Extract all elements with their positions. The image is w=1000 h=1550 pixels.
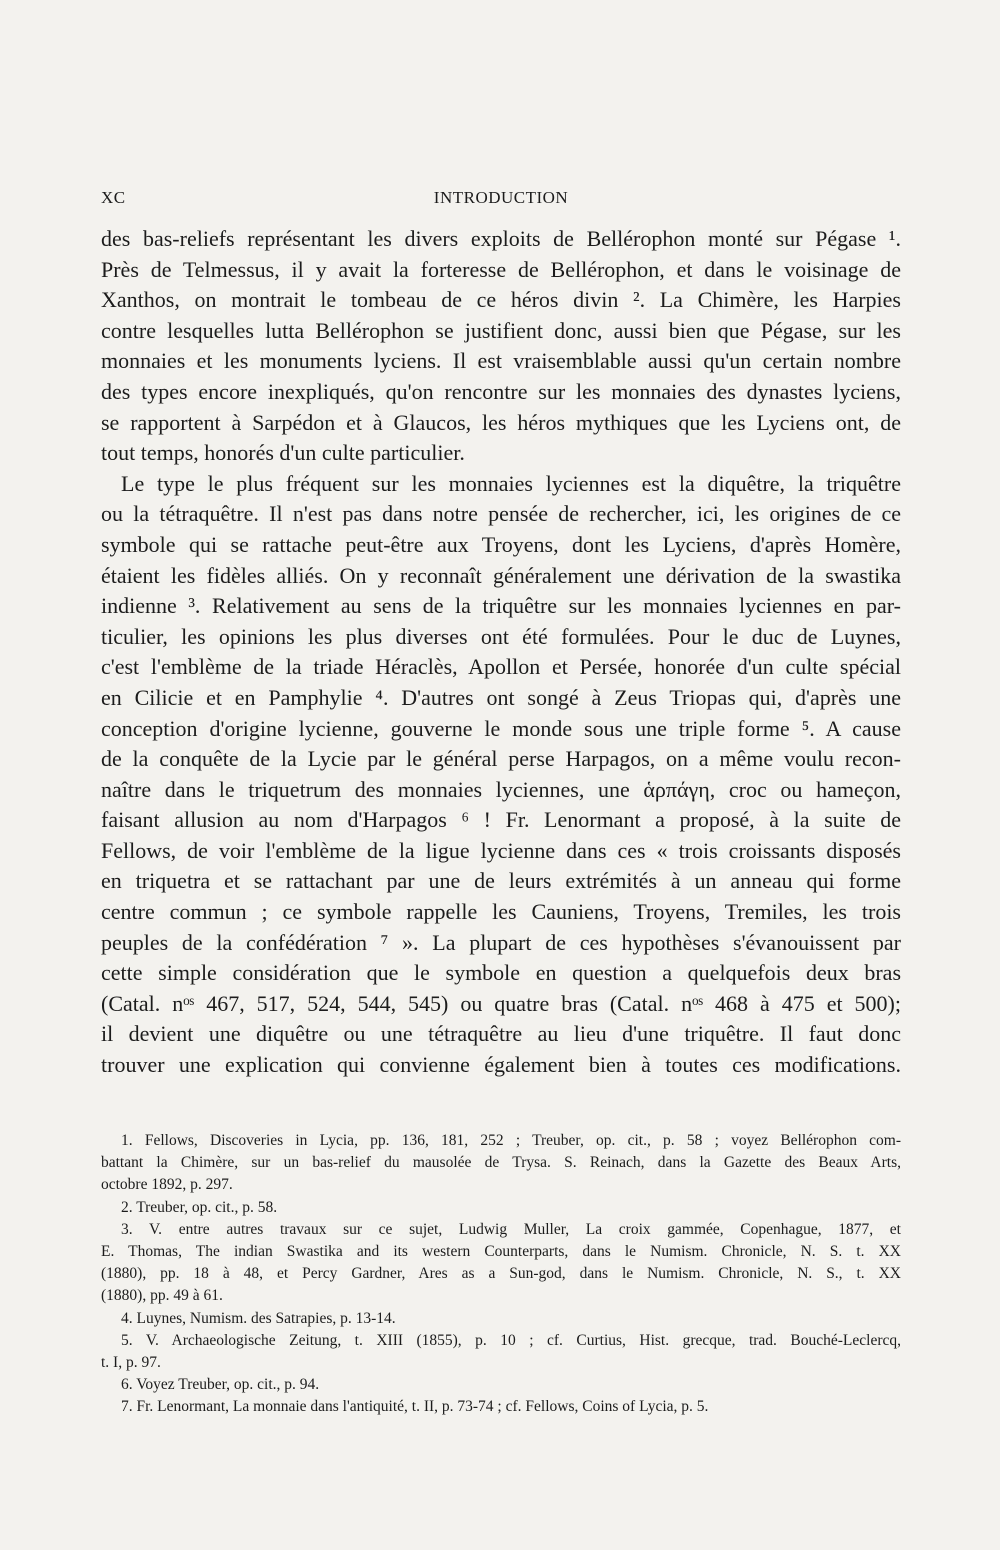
main-text	[101, 224, 901, 1081]
text-line: contre lesquelles lutta Bellérophon se justifient donc, aussi bien que Pégase, sur les	[101, 317, 901, 343]
footnote-line: 5. V. Archaeologische Zeitung, t. XIII (1855), p. 10 ; cf. Curtius, Hist. grecque, trad. Bouché-Leclercq,	[121, 1331, 901, 1349]
footnote-line: 3. V. entre autres travaux sur ce sujet, Ludwig Muller, La croix gammée, Copenhague, 1877, et	[121, 1220, 901, 1238]
footnote-line: t. I, p. 97.	[101, 1353, 161, 1371]
text-line: (Catal. nᵒˢ 467, 517, 524, 544, 545) ou quatre bras (Catal. nᵒˢ 468 à 475 et 500);	[101, 990, 901, 1016]
text-line: des types encore inexpliqués, qu'on rencontre sur les monnaies des dynastes lyciens,	[101, 378, 901, 404]
footnote-line: E. Thomas, The indian Swastika and its western Counterparts, dans le Numism. Chronicle, N. S. t. XX	[101, 1242, 901, 1260]
text-line: monnaies et les monuments lyciens. Il est vraisemblable aussi qu'un certain nombre	[101, 348, 901, 374]
text-line: tout temps, honorés d'un culte particulier.	[101, 440, 465, 466]
footnote-line: 7. Fr. Lenormant, La monnaie dans l'antiquité, t. II, p. 73-74 ; cf. Fellows, Coins of Lycia, p. 5.	[121, 1398, 709, 1416]
text-line: faisant allusion au nom d'Harpagos ⁶ ! Fr. Lenormant a proposé, à la suite de	[101, 807, 901, 833]
footnote-line: (1880), pp. 18 à 48, et Percy Gardner, Ares as a Sun-god, dans le Numism. Chronicle, N. S., t. XX	[101, 1265, 901, 1283]
text-line: cette simple considération que le symbole en question a quelquefois deux bras	[101, 960, 901, 986]
footnote-line: 4. Luynes, Numism. des Satrapies, p. 13-14.	[121, 1309, 396, 1327]
text-line: trouver une explication qui convienne également bien à toutes ces modifications.	[101, 1052, 901, 1078]
footnote-line: battant la Chimère, sur un bas-relief du mausolée de Trysa. S. Reinach, dans la Gazette des Beaux Arts,	[101, 1154, 901, 1172]
text-line: peuples de la confédération ⁷ ». La plupart de ces hypothèses s'évanouissent par	[101, 929, 901, 955]
running-title: INTRODUCTION	[433, 188, 569, 207]
footnote-line: 2. Treuber, op. cit., p. 58.	[121, 1198, 278, 1216]
text-line: naître dans le triquetrum des monnaies lyciennes, une ἁρπάγη, croc ou hameçon,	[101, 776, 901, 802]
footnote-line: 1. Fellows, Discoveries in Lycia, pp. 136, 181, 252 ; Treuber, op. cit., p. 58 ; voyez Bellérophon com-	[121, 1132, 901, 1149]
footnote-line: octobre 1892, p. 297.	[101, 1176, 233, 1194]
text-line: ou la tétraquêtre. Il n'est pas dans notre pensée de rechercher, ici, les origines de ce	[101, 501, 901, 527]
page-number: XC	[101, 188, 126, 207]
page-header	[101, 188, 901, 214]
text-line: de la conquête de la Lycie par le général perse Harpagos, on a même voulu recon-	[101, 746, 901, 772]
text-line: étaient les fidèles alliés. On y reconnaît généralement une dérivation de la swastika	[101, 562, 901, 588]
text-line: en triquetra et se rattachant par une de leurs extrémités à un anneau qui forme	[101, 868, 901, 894]
text-line: il devient une diquêtre ou une tétraquêtre au lieu d'une triquêtre. Il faut donc	[101, 1021, 901, 1047]
text-line: indienne ³. Relativement au sens de la triquêtre sur les monnaies lyciennes en par-	[101, 593, 901, 619]
footnotes	[101, 1130, 901, 1418]
footnote-line: 6. Voyez Treuber, op. cit., p. 94.	[121, 1376, 320, 1394]
text-line: Fellows, de voir l'emblème de la ligue lycienne dans ces « trois croissants disposés	[101, 837, 901, 863]
text-line: conception d'origine lycienne, gouverne le monde sous une triple forme ⁵. A cause	[101, 715, 901, 741]
text-line: Près de Telmessus, il y avait la forteresse de Bellérophon, et dans le voisinage de	[101, 256, 901, 282]
text-line: centre commun ; ce symbole rappelle les Cauniens, Troyens, Tremiles, les trois	[101, 899, 901, 925]
text-line: en Cilicie et en Pamphylie ⁴. D'autres ont songé à Zeus Triopas qui, d'après une	[101, 684, 901, 710]
text-line: Le type le plus fréquent sur les monnaies lyciennes est la diquêtre, la triquêtre	[121, 470, 901, 496]
text-line: Xanthos, on montrait le tombeau de ce héros divin ². La Chimère, les Harpies	[101, 287, 901, 313]
text-line: des bas-reliefs représentant les divers exploits de Bellérophon monté sur Pégase ¹.	[101, 226, 901, 251]
text-line: se rapportent à Sarpédon et à Glaucos, les héros mythiques que les Lyciens ont, de	[101, 409, 901, 435]
text-line: c'est l'emblème de la triade Héraclès, Apollon et Persée, honorée d'un culte spécial	[101, 654, 901, 680]
text-line: ticulier, les opinions les plus diverses ont été formulées. Pour le duc de Luynes,	[101, 623, 901, 649]
footnote-line: (1880), pp. 49 à 61.	[101, 1287, 223, 1305]
text-line: symbole qui se rattache peut-être aux Troyens, dont les Lyciens, d'après Homère,	[101, 531, 901, 557]
